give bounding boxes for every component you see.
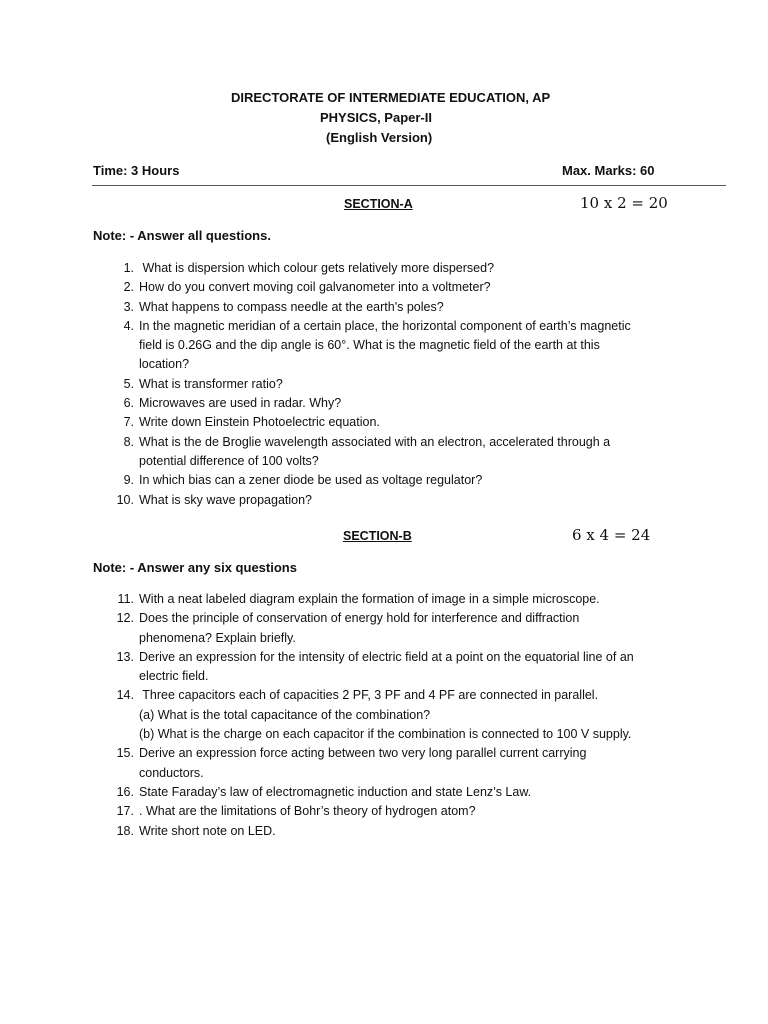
section-b-title: SECTION-B <box>343 529 412 543</box>
question-item <box>108 259 688 278</box>
question-number: 11. <box>117 592 134 606</box>
question-number: 5. <box>123 376 134 391</box>
question-number: 17. <box>116 804 134 819</box>
section-b-marks: 6 x 4 = 24 <box>572 526 651 544</box>
question-item <box>108 491 688 510</box>
section-a-title: SECTION-A <box>344 197 413 211</box>
question-number: 2. <box>123 280 134 295</box>
question-number: 9. <box>123 473 134 488</box>
question-item <box>108 375 688 394</box>
question-number: 13. <box>116 649 134 664</box>
question-item <box>108 744 688 783</box>
question-item <box>108 433 688 472</box>
question-number: 7. <box>123 415 134 430</box>
question-text: What is sky wave propagation? <box>139 492 313 507</box>
question-text: Derive an expression for the intensity of electric field at a point on the equatorial line of an electric field. <box>139 649 634 684</box>
question-number: 4. <box>123 318 134 333</box>
question-text: What is dispersion which colour gets relatively more dispersed? <box>139 261 495 275</box>
question-text: Does the principle of conservation of energy hold for interference and diffraction phenomena? Explain briefly. <box>139 611 580 645</box>
question-number: 16. <box>116 784 134 799</box>
question-item <box>108 686 688 744</box>
question-item <box>108 394 688 413</box>
question-text: Microwaves are used in radar. Why? <box>139 396 342 411</box>
question-number: 3. <box>123 299 134 314</box>
question-text: What is the de Broglie wavelength associated with an electron, accelerated through a potential difference of 100 volts? <box>139 434 611 468</box>
question-text: Three capacitors each of capacities 2 PF, 3 PF and 4 PF are connected in parallel. <box>139 688 599 703</box>
question-item <box>108 648 688 687</box>
question-text: In the magnetic meridian of a certain place, the horizontal component of earth’s magnetic field is 0.26G and the dip angle is 60°. What is the magnetic field of the earth at this location? <box>139 318 631 372</box>
question-number: 15. <box>116 746 134 761</box>
section-b-note: Note: - Answer any six questions <box>93 560 297 575</box>
section-a-marks: 10 x 2 = 20 <box>580 194 668 212</box>
question-item <box>108 609 688 648</box>
section-b-question-list <box>108 590 688 841</box>
question-text: . What are the limitations of Bohr’s theory of hydrogen atom? <box>139 804 476 819</box>
question-item <box>108 471 688 490</box>
question-number: 14. <box>116 688 134 703</box>
question-number: 6. <box>123 396 134 411</box>
directorate-title: DIRECTORATE OF INTERMEDIATE EDUCATION, AP <box>231 90 551 105</box>
question-number: 10. <box>116 492 134 507</box>
question-item <box>108 802 688 821</box>
question-item <box>108 298 688 317</box>
question-subpart-b: (b) What is the charge on each capacitor if the combination is connected to 100 V supply. <box>139 727 632 742</box>
question-text: Write short note on LED. <box>139 823 276 838</box>
question-text: State Faraday’s law of electromagnetic induction and state Lenz’s Law. <box>139 784 532 799</box>
paper-subject: PHYSICS, Paper-II <box>320 110 432 125</box>
question-item <box>108 278 688 297</box>
question-item <box>108 783 688 802</box>
question-number: 18. <box>116 823 134 838</box>
question-text: Write down Einstein Photoelectric equation. <box>139 415 380 430</box>
section-a-question-list <box>108 259 688 510</box>
question-number: 12. <box>116 611 134 626</box>
question-text: With a neat labeled diagram explain the formation of image in a simple microscope. <box>139 592 600 606</box>
question-item <box>108 590 688 609</box>
time-allowed: Time: 3 Hours <box>93 163 180 178</box>
header-divider <box>92 185 726 186</box>
question-subpart-a: (a) What is the total capacitance of the combination? <box>139 707 431 722</box>
section-a-note: Note: - Answer all questions. <box>93 228 271 243</box>
question-number: 8. <box>123 434 134 449</box>
question-text: In which bias can a zener diode be used as voltage regulator? <box>139 473 483 488</box>
question-text: What happens to compass needle at the earth's poles? <box>139 299 444 314</box>
question-text: What is transformer ratio? <box>139 376 283 391</box>
question-item <box>108 317 688 375</box>
paper-version: (English Version) <box>326 130 433 145</box>
question-text: Derive an expression force acting between two very long parallel current carrying conductors. <box>139 746 587 780</box>
question-item <box>108 822 688 841</box>
question-number: 1. <box>123 261 134 275</box>
question-text: How do you convert moving coil galvanometer into a voltmeter? <box>139 280 491 295</box>
max-marks: Max. Marks: 60 <box>562 163 655 178</box>
question-item <box>108 413 688 432</box>
